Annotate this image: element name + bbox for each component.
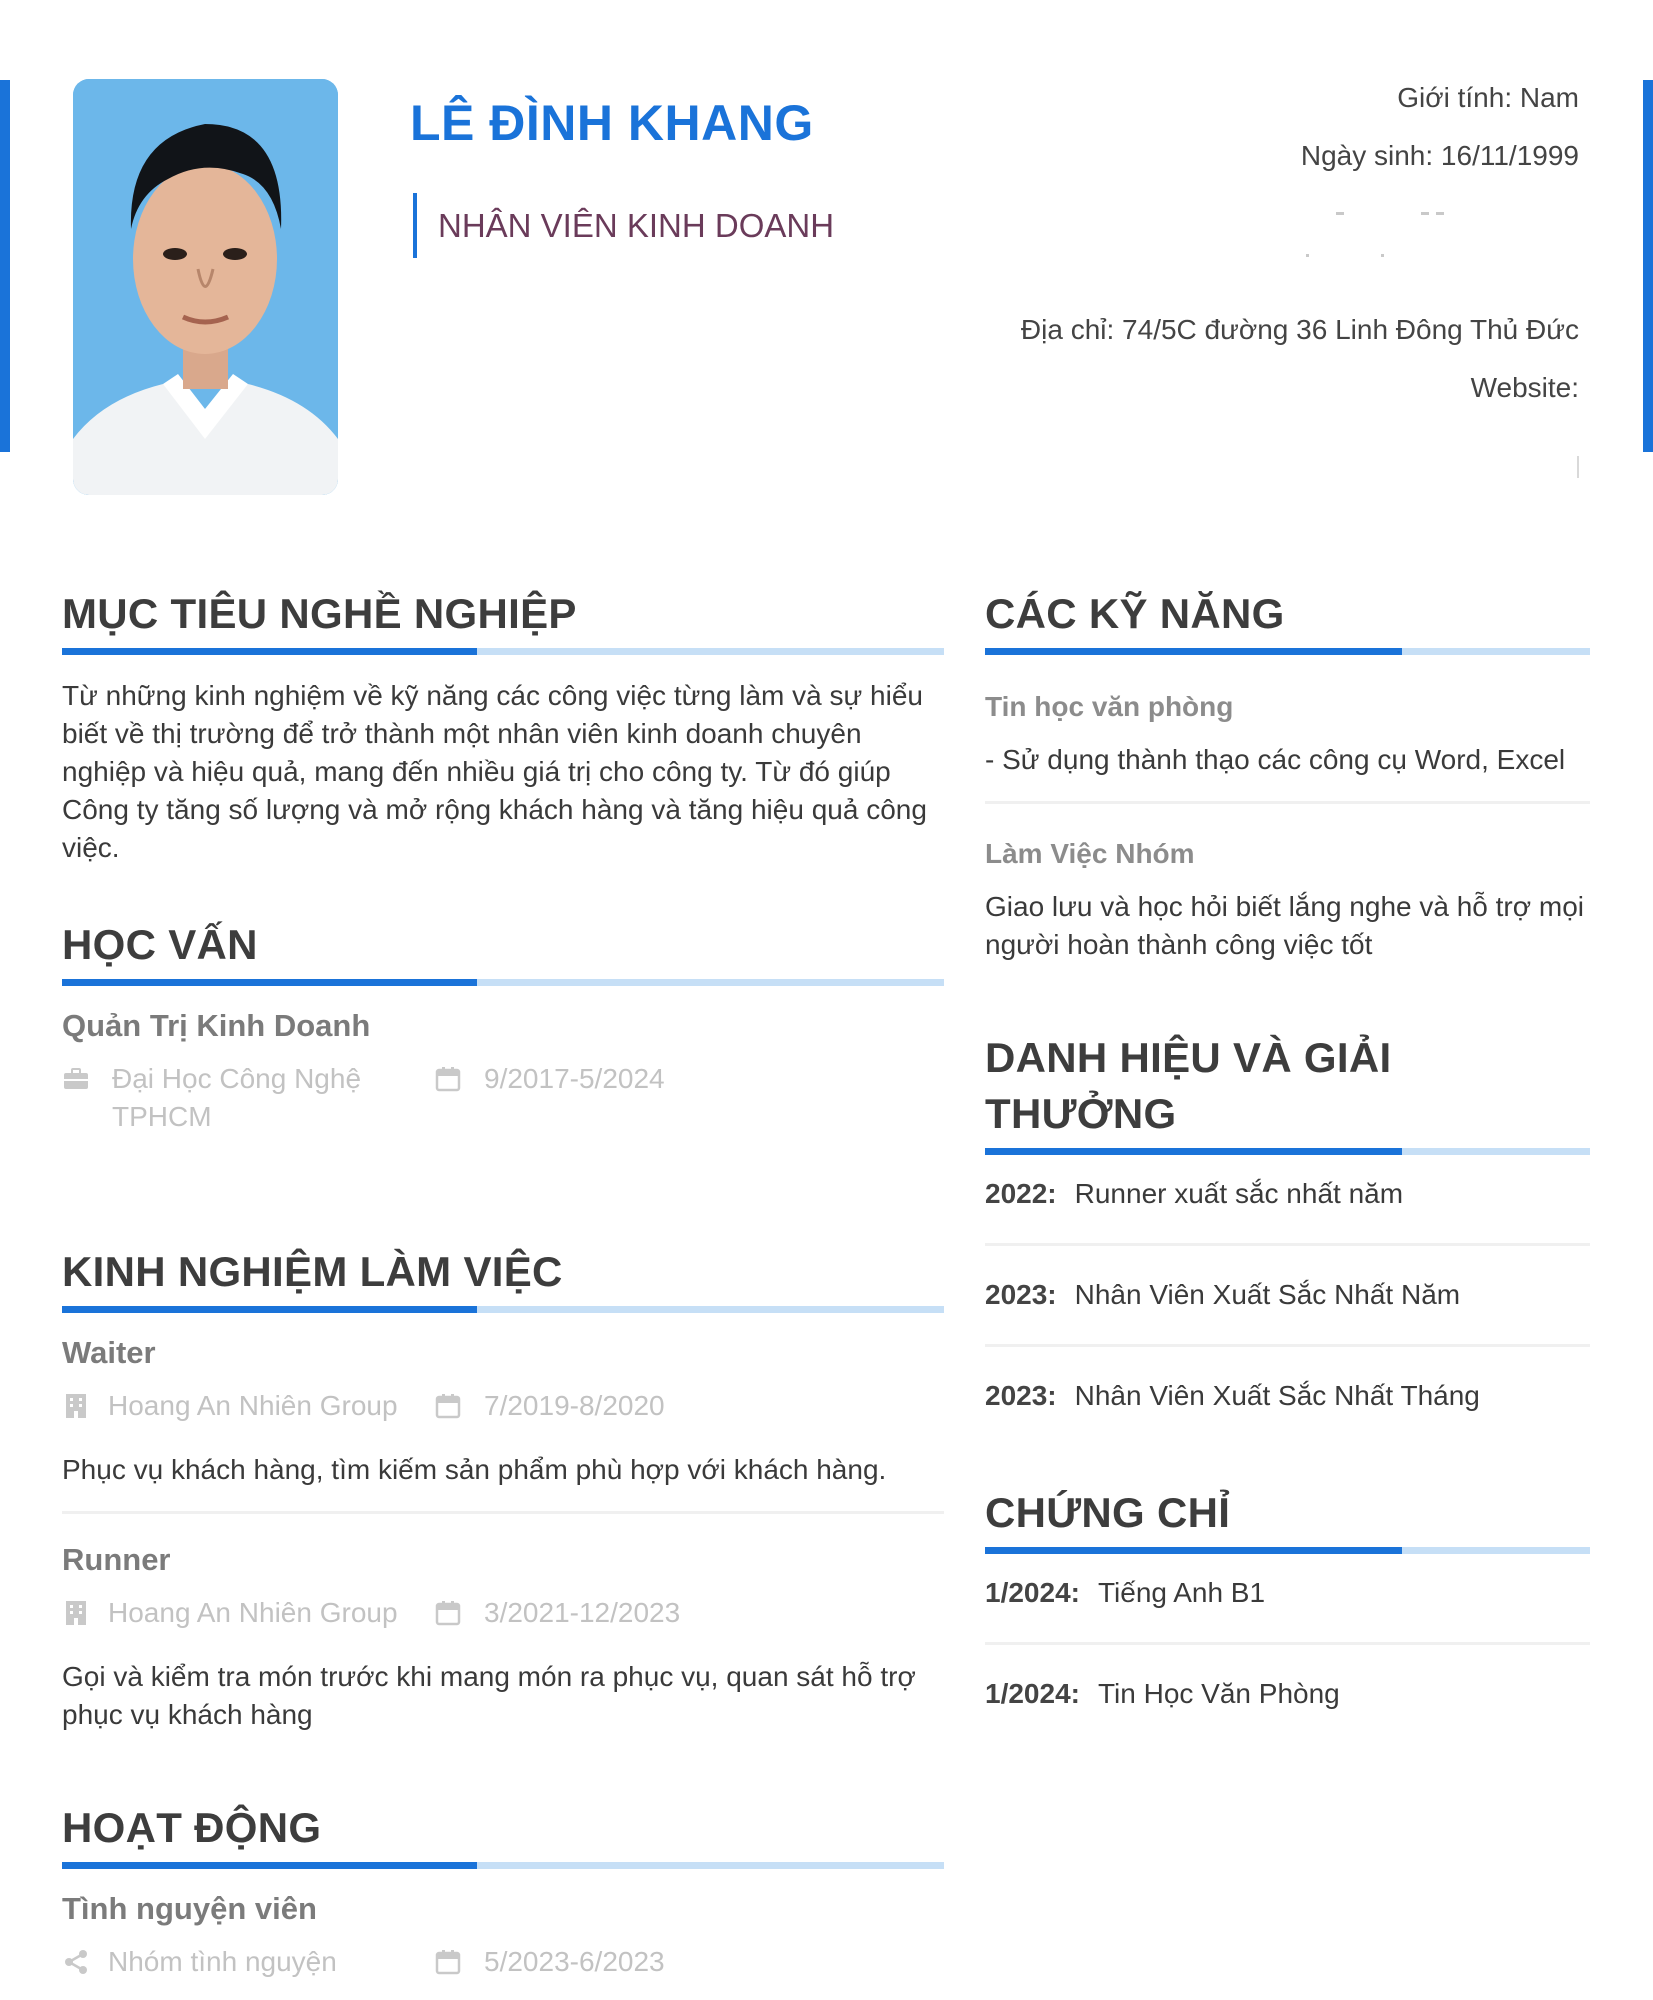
left-edge-accent <box>0 80 10 452</box>
education-period: 9/2017-5/2024 <box>484 1063 665 1094</box>
awards-heading: DANH HIỆU VÀ GIẢI THƯỞNG <box>985 1034 1392 1137</box>
objective-heading: MỤC TIÊU NGHỀ NGHIỆP <box>62 590 577 637</box>
education-heading: HỌC VẤN <box>62 921 258 968</box>
certificate-date: 1/2024: <box>985 1678 1080 1709</box>
certificates-section <box>985 1485 1590 1713</box>
objective-rule <box>62 648 944 655</box>
award-year: 2023: <box>985 1279 1057 1310</box>
website-placeholder-mark <box>1577 456 1579 478</box>
calendar-icon <box>434 1392 462 1420</box>
skill-name: Làm Việc Nhóm <box>985 838 1195 869</box>
candidate-name: LÊ ĐÌNH KHANG <box>410 95 814 151</box>
experience-section <box>62 1244 944 1734</box>
experience-heading: KINH NGHIỆM LÀM VIỆC <box>62 1248 563 1295</box>
hidden-email <box>1021 252 1579 310</box>
share-icon <box>62 1948 90 1976</box>
address: Địa chỉ: 74/5C đường 36 Linh Đông Thủ Đức <box>1020 314 1579 345</box>
awards-rule <box>985 1148 1590 1155</box>
award-item <box>985 1276 1590 1314</box>
calendar-icon <box>434 1065 462 1093</box>
award-item <box>985 1377 1590 1415</box>
gender: Giới tính: Nam <box>1397 82 1579 113</box>
building-icon <box>62 1392 90 1420</box>
education-section <box>62 917 944 1136</box>
skills-rule <box>985 648 1590 655</box>
award-year: 2022: <box>985 1178 1057 1209</box>
activity-period: 5/2023-6/2023 <box>484 1946 665 1977</box>
award-name: Runner xuất sắc nhất năm <box>1074 1178 1404 1209</box>
education-rule <box>62 979 944 986</box>
objective-section <box>62 586 944 867</box>
experience-meta <box>62 1594 944 1632</box>
experience-desc: Phục vụ khách hàng, tìm kiếm sản phẩm phù hợp với khách hàng. <box>62 1454 887 1485</box>
award-name: Nhân Viên Xuất Sắc Nhất Tháng <box>1074 1380 1480 1411</box>
certificate-name: Tiếng Anh B1 <box>1097 1577 1266 1608</box>
job-title: NHÂN VIÊN KINH DOANH <box>438 206 835 244</box>
activities-heading: HOẠT ĐỘNG <box>62 1804 322 1851</box>
experience-meta <box>62 1387 944 1425</box>
skills-section <box>985 586 1590 964</box>
certificate-date: 1/2024: <box>985 1577 1080 1608</box>
certificate-item <box>985 1675 1590 1713</box>
experience-period: 3/2021-12/2023 <box>484 1597 681 1628</box>
experience-item <box>62 1335 944 1489</box>
experience-divider <box>62 1511 944 1514</box>
contact-info <box>1021 78 1579 426</box>
activity-org: Nhóm tình nguyện <box>108 1946 337 1977</box>
certificates-heading: CHỨNG CHỈ <box>985 1489 1231 1536</box>
skill-desc: Giao lưu và học hỏi biết lắng nghe và hỗ trợ mọi người hoàn thành công việc tốt <box>985 891 1585 960</box>
skills-heading: CÁC KỸ NĂNG <box>985 590 1285 637</box>
activity-meta <box>62 1943 944 1981</box>
award-item <box>985 1175 1590 1213</box>
skill-name: Tin học văn phòng <box>985 691 1234 722</box>
hidden-phone <box>1021 194 1579 252</box>
awards-section <box>985 1030 1590 1415</box>
job-title-block <box>413 193 834 258</box>
certificates-rule <box>985 1547 1590 1554</box>
experience-item <box>62 1542 944 1734</box>
right-edge-accent <box>1643 80 1653 452</box>
website: Website: <box>1470 372 1579 403</box>
skill-desc: - Sử dụng thành thạo các công cụ Word, Excel <box>985 744 1566 775</box>
briefcase-icon <box>62 1065 90 1093</box>
experience-role: Waiter <box>62 1335 156 1370</box>
experience-period: 7/2019-8/2020 <box>484 1390 665 1421</box>
calendar-icon <box>434 1599 462 1627</box>
activities-section <box>62 1800 944 1981</box>
certificate-item <box>985 1574 1590 1612</box>
left-column <box>62 586 944 1981</box>
award-divider <box>985 1344 1590 1347</box>
building-icon <box>62 1599 90 1627</box>
certificate-name: Tin Học Văn Phòng <box>1097 1678 1340 1709</box>
right-column <box>985 586 1590 1713</box>
award-year: 2023: <box>985 1380 1057 1411</box>
experience-company: Hoang An Nhiên Group <box>108 1597 398 1628</box>
birthday: Ngày sinh: 16/11/1999 <box>1300 140 1579 171</box>
activities-rule <box>62 1862 944 1869</box>
award-divider <box>985 1243 1590 1246</box>
award-name: Nhân Viên Xuất Sắc Nhất Năm <box>1074 1279 1461 1310</box>
certificate-divider <box>985 1642 1590 1645</box>
experience-role: Runner <box>62 1542 171 1577</box>
calendar-icon <box>434 1948 462 1976</box>
experience-rule <box>62 1306 944 1313</box>
activity-role: Tình nguyện viên <box>62 1891 317 1926</box>
education-school: Đại Học Công Nghệ TPHCM <box>112 1063 362 1132</box>
experience-company: Hoang An Nhiên Group <box>108 1390 398 1421</box>
education-meta <box>62 1060 944 1136</box>
experience-desc: Gọi và kiểm tra món trước khi mang món ra phục vụ, quan sát hỗ trợ phục vụ khách hàng <box>62 1661 916 1730</box>
objective-text: Từ những kinh nghiệm về kỹ năng các công việc từng làm và sự hiểu biết về thị trường để trở thành một nhân viên kinh doanh chuyên nghiệp và hiệu quả, mang đến nhiều giá trị cho công ty. Từ đó giúp Công ty tăng số lượng và mở rộng khách hàng và tăng hiệu quả công việc. <box>62 680 927 863</box>
education-major: Quản Trị Kinh Doanh <box>62 1008 371 1043</box>
skill-divider <box>985 801 1590 804</box>
profile-photo <box>73 79 338 495</box>
